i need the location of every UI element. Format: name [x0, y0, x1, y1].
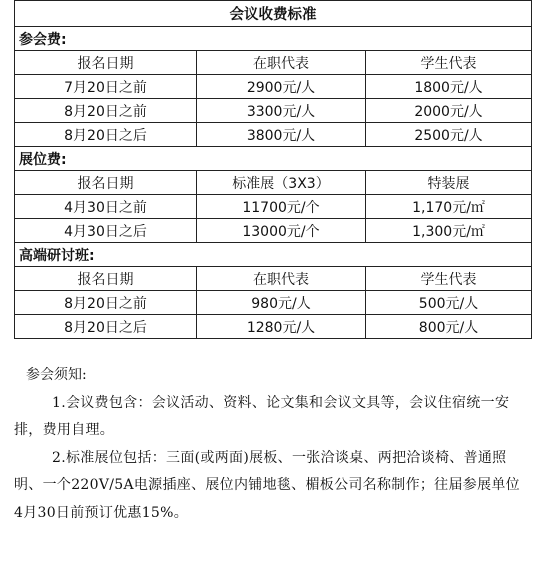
- table-title: 会议收费标准: [15, 1, 532, 27]
- header-cell: 报名日期: [15, 267, 197, 291]
- table-cell: 4月30日之前: [15, 195, 197, 219]
- notes-paragraph-fee: 1.会议费包含：会议活动、资料、论文集和会议文具等，会议住宿统一安排，费用自理。: [14, 394, 510, 438]
- section-row-registration: [15, 27, 532, 51]
- table-cell: 13000元/个: [197, 219, 366, 243]
- table-cell: 800元/人: [366, 315, 532, 339]
- table-row: [15, 219, 532, 243]
- notes-paragraph-booth: 2.标准展位包括：三面(或两面)展板、一张洽谈桌、两把洽谈椅、普通照明、一个220V/5A电源插座、展位内铺地毯、楣板公司名称制作；往届参展单位4月30日前预订优惠15%。: [14, 449, 520, 521]
- table-cell: 4月30日之后: [15, 219, 197, 243]
- section-title-booth-fee: 展位费:: [15, 147, 532, 171]
- table-cell: 2900元/人: [197, 75, 366, 99]
- section-title-registration-fee: 参会费:: [15, 27, 532, 51]
- table-cell: 1800元/人: [366, 75, 532, 99]
- table-cell: 980元/人: [197, 291, 366, 315]
- table-cell: 2500元/人: [366, 123, 532, 147]
- table-row: [15, 315, 532, 339]
- table-cell: 8月20日之前: [15, 291, 197, 315]
- table-row: [15, 291, 532, 315]
- table-cell: 1,170元/㎡: [366, 195, 532, 219]
- table-header-row: [15, 267, 532, 291]
- notes-heading: 参会须知:: [26, 367, 87, 383]
- header-cell: 报名日期: [15, 51, 197, 75]
- table-cell: 8月20日之前: [15, 99, 197, 123]
- table-cell: 500元/人: [366, 291, 532, 315]
- table-cell: 8月20日之后: [15, 123, 197, 147]
- header-cell: 学生代表: [366, 267, 532, 291]
- section-title-seminar: 高端研讨班:: [15, 243, 532, 267]
- table-cell: 8月20日之后: [15, 315, 197, 339]
- table-header-row: [15, 171, 532, 195]
- table-row: [15, 75, 532, 99]
- table-title-row: [15, 1, 532, 27]
- table-row: [15, 99, 532, 123]
- table-cell: 3800元/人: [197, 123, 366, 147]
- header-cell: 在职代表: [197, 267, 366, 291]
- table-row: [15, 195, 532, 219]
- table-cell: 1280元/人: [197, 315, 366, 339]
- table-cell: 7月20日之前: [15, 75, 197, 99]
- table-cell: 11700元/个: [197, 195, 366, 219]
- header-cell: 标准展（3X3）: [197, 171, 366, 195]
- section-row-seminar: [15, 243, 532, 267]
- header-cell: 特装展: [366, 171, 532, 195]
- header-cell: 在职代表: [197, 51, 366, 75]
- notes-section: [14, 362, 524, 527]
- header-cell: 报名日期: [15, 171, 197, 195]
- table-row: [15, 123, 532, 147]
- table-cell: 3300元/人: [197, 99, 366, 123]
- fee-table-container: [14, 0, 531, 339]
- table-cell: 1,300元/㎡: [366, 219, 532, 243]
- table-cell: 2000元/人: [366, 99, 532, 123]
- header-cell: 学生代表: [366, 51, 532, 75]
- section-row-booth: [15, 147, 532, 171]
- table-header-row: [15, 51, 532, 75]
- fee-table: [14, 0, 532, 339]
